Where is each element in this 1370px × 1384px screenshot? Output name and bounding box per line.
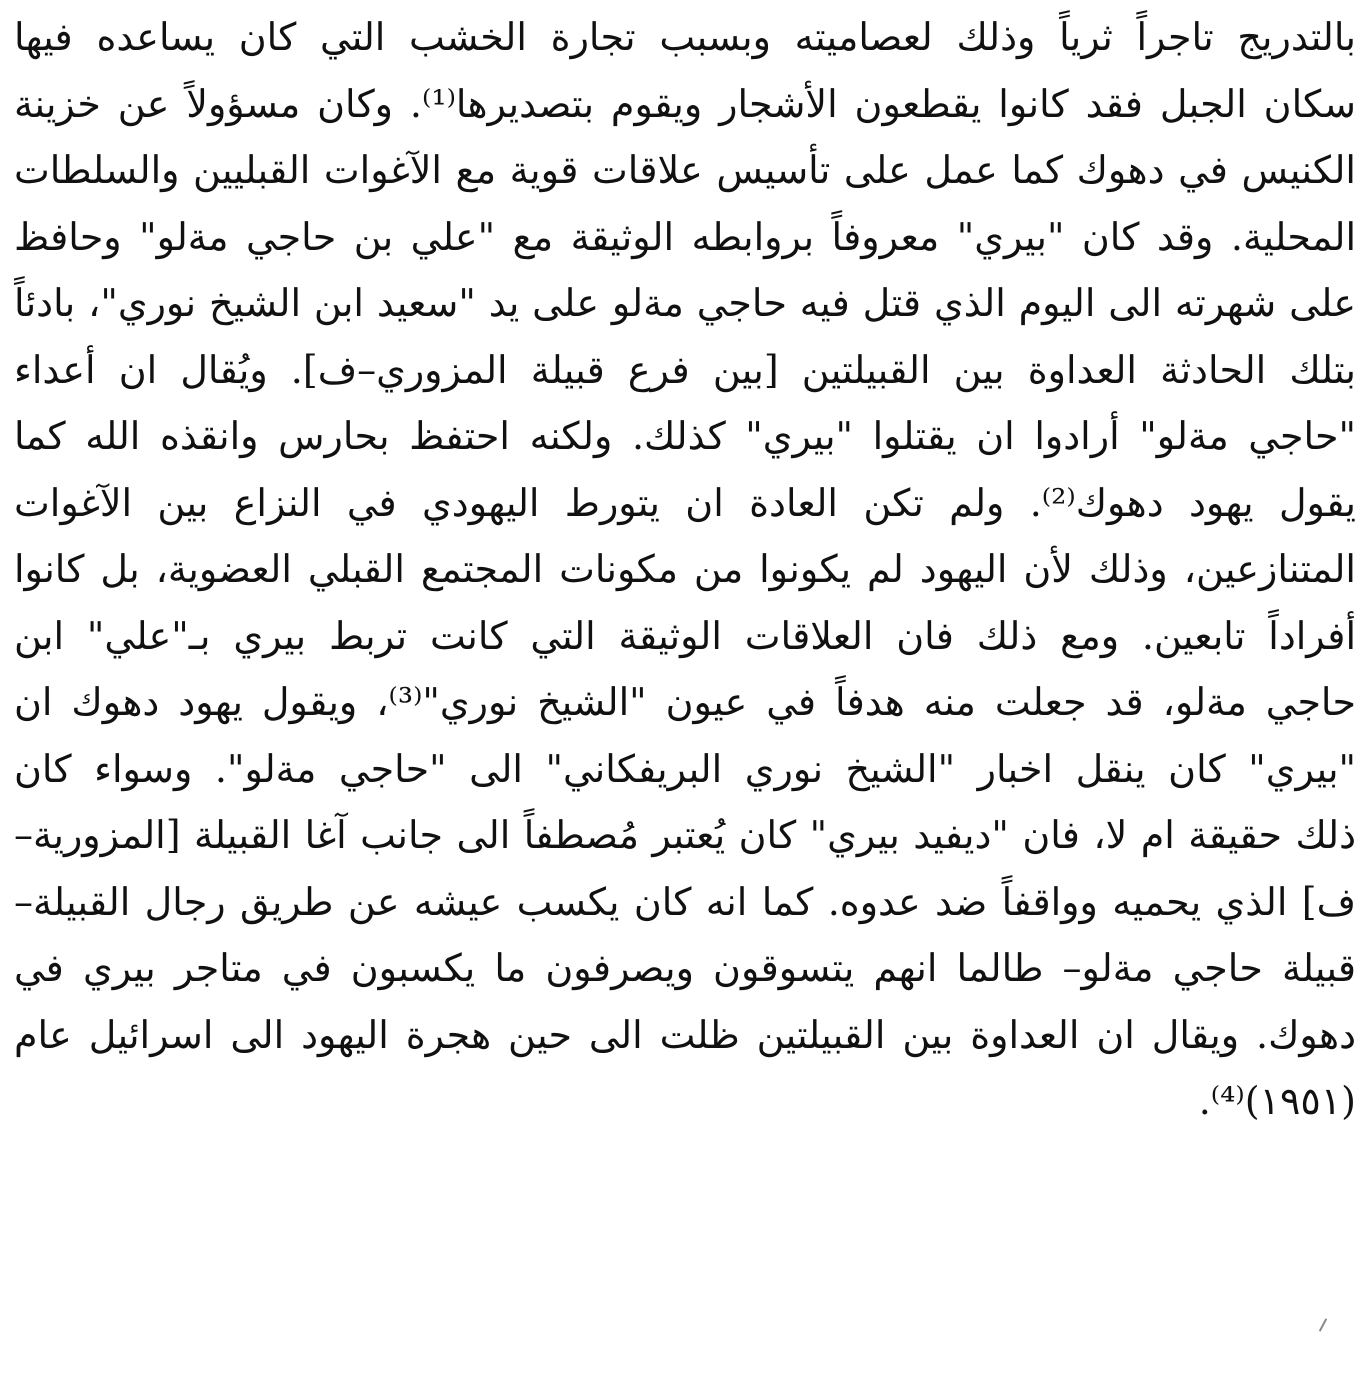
text-line-1: بالتدريج تاجراً ثرياً وذلك لعصاميته وبسبب تجارة الخشب التي كان يساعده فيها <box>14 15 1356 59</box>
text-line-4: المحلية. وقد كان "بيري" معروفاً بروابطه الوثيقة مع "علي بن حاجي مةلو" وحافظ <box>14 214 1356 259</box>
text-line-9: المتنازعين، وذلك لأن اليهود لم يكونوا من مكونات المجتمع القبلي العضوية، بل كانوا <box>14 547 1356 591</box>
text-line-16: دهوك. ويقال ان العداوة بين القبيلتين ظلت الى حين هجرة اليهود الى اسرائيل عام <box>14 1012 1356 1057</box>
scan-mark <box>1319 1318 1327 1331</box>
text-line-14: ف] الذي يحميه وواقفاً ضد عدوه. كما انه كان يكسب عيشه عن طريق رجال القبيلة– <box>14 879 1356 924</box>
text-line-2: سكان الجبل فقد كانوا يقطعون الأشجار ويقوم بتصديرها⁽¹⁾. وكان مسؤولاً عن خزينة <box>14 81 1356 126</box>
paragraph <box>14 4 1356 1135</box>
text-line-6: بتلك الحادثة العداوة بين القبيلتين [بين فرع قبيلة المزوري–ف]. ويُقال ان أعداء <box>14 347 1356 392</box>
text-line-15: قبيلة حاجي مةلو– طالما انهم يتسوقون ويصرفون ما يكسبون في متاجر بيري في <box>14 946 1356 990</box>
text-line-12: "بيري" كان ينقل اخبار "الشيخ نوري البريفكاني" الى "حاجي مةلو". وسواء كان <box>14 746 1356 791</box>
text-line-17: (١٩٥١)⁽⁴⁾. <box>1198 1079 1356 1123</box>
text-line-5: على شهرته الى اليوم الذي قتل فيه حاجي مةلو على يد "سعيد ابن الشيخ نوري"، بادئاً <box>14 281 1356 325</box>
text-line-13: ذلك حقيقة ام لا، فان "ديفيد بيري" كان يُعتبر مُصطفاً الى جانب آغا القبيلة [المزورية– <box>14 813 1356 857</box>
text-line-10: أفراداً تابعين. ومع ذلك فان العلاقات الوثيقة التي كانت تربط بيري بـ"علي" ابن <box>14 613 1356 658</box>
text-line-3: الكنيس في دهوك كما عمل على تأسيس علاقات قوية مع الآغوات القبليين والسلطات <box>14 148 1356 192</box>
text-line-8: يقول يهود دهوك⁽²⁾. ولم تكن العادة ان يتورط اليهودي في النزاع بين الآغوات <box>14 480 1356 525</box>
text-line-7: "حاجي مةلو" أرادوا ان يقتلوا "بيري" كذلك. ولكنه احتفظ بحارس وانقذه الله كما <box>14 414 1356 458</box>
text-line-11: حاجي مةلو، قد جعلت منه هدفاً في عيون "الشيخ نوري"⁽³⁾، ويقول يهود دهوك ان <box>14 680 1356 724</box>
